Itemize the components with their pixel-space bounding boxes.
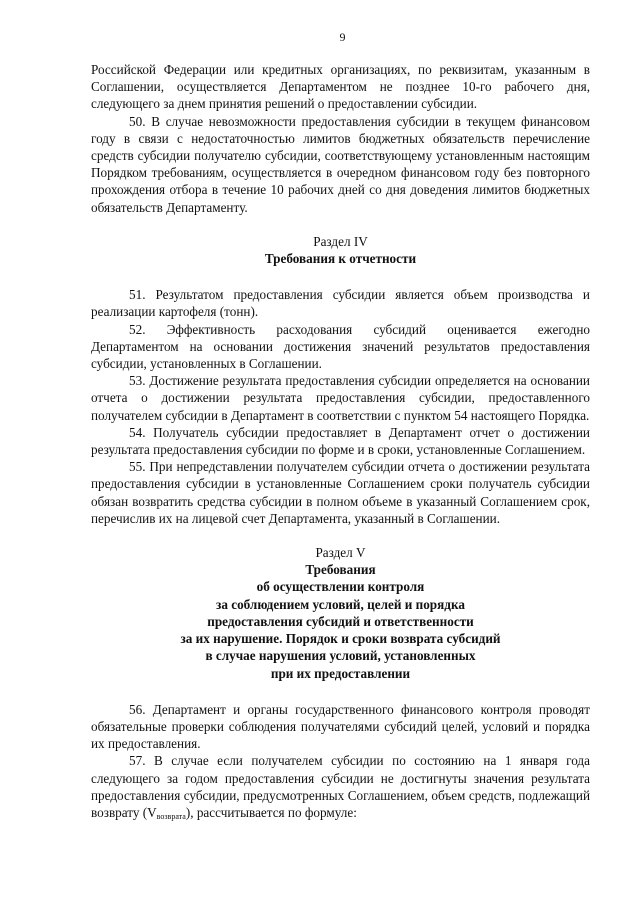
section-5-title-line: за соблюдением условий, целей и порядка (216, 596, 465, 612)
page-number: 9 (339, 30, 346, 44)
section-5-title-line: при их предоставлении (270, 665, 411, 681)
paragraph-57-text: 57. В случае если получателем субсидии по состоянию на 1 января года следующего за годом предоставления субсидии не достигнуты значения результата предоставления субсидии, предусмотренных Соглашением, объем средств, подлежащий возврату (V (91, 753, 590, 820)
section-5-title-line: в случае нарушения условий, установленных (205, 648, 476, 664)
paragraph-57-end: ), рассчитывается по формуле: (185, 804, 357, 820)
paragraph-57 (91, 752, 590, 825)
section-5-title-line: за их нарушение. Порядок и сроки возврата субсидий (180, 631, 501, 647)
paragraph-55: 55. При непредставлении получателем субсидии отчета о достижении результата предоставления субсидии в установленные Соглашением сроки получатель субсидии обязан возвратить средства субсидии в полном объеме в указанный Соглашением срок, перечислив их на лицевой счет Департамента, указанный в Соглашении. (91, 459, 590, 526)
section-4-heading (91, 233, 590, 267)
section-5-title-line: об осуществлении контроля (256, 579, 425, 595)
paragraph-56: 56. Департамент и органы государственного финансового контроля проводят обязательные проверки соблюдения получателями субсидий целей, условий и порядка их предоставления. (91, 701, 590, 752)
paragraph-continuation: Российской Федерации или кредитных организациях, по реквизитам, указанным в Соглашении, осуществляется Департаментом не позднее 10-го рабочего дня, следующего за днем принятия решений о предоставлении субсидии. (91, 62, 590, 112)
page-content (91, 30, 590, 825)
paragraph-57-subscript: возврата (156, 811, 186, 821)
section-5-title-line: Требования (305, 562, 376, 578)
section-4-label: Раздел IV (313, 233, 368, 249)
paragraph-52: 52. Эффективность расходования субсидий оценивается ежегодно Департаментом на основании достижения значений результатов предоставления субсидии, установленных в Соглашении. (91, 321, 590, 372)
paragraph-50: 50. В случае невозможности предоставления субсидии в текущем финансовом году в связи с недостаточностью лимитов бюджетных обязательств перечисление средств субсидии получателю субсидии, соответствующему установленным настоящим Порядком требованиям, осуществляется в очередном финансовом году без повторного прохождения отбора в течение 10 рабочих дней со дня доведения лимитов бюджетных обязательств Департаменту. (91, 113, 590, 215)
paragraph-53: 53. Достижение результата предоставления субсидии определяется на основании отчета о достижении результата предоставления субсидии, предоставленного получателем субсидии в Департамент в соответствии с пунктом 54 настоящего Порядка. (91, 373, 590, 423)
section-5-heading (91, 544, 590, 682)
paragraph-54: 54. Получатель субсидии предоставляет в Департамент отчет о достижении результата предоставления субсидии по форме и в сроки, установленные Соглашением. (91, 424, 590, 458)
paragraph-51: 51. Результатом предоставления субсидии является объем производства и реализации картофеля (тонн). (91, 287, 590, 320)
section-5-title-line: предоставления субсидий и ответственности (207, 613, 474, 629)
section-5-label: Раздел V (315, 545, 366, 561)
section-4-title: Требования к отчетности (264, 251, 417, 267)
